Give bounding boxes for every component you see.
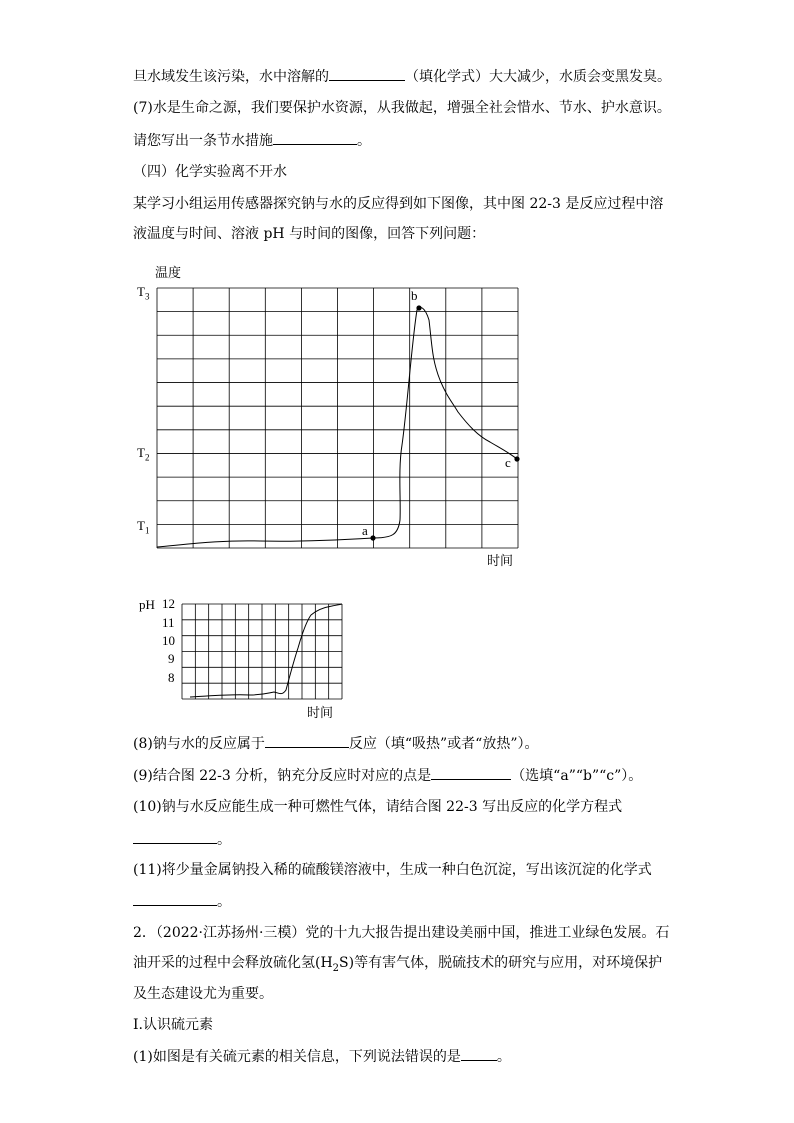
section-heading-I: Ⅰ.认识硫元素	[133, 1017, 213, 1033]
temperature-chart-grid	[157, 288, 518, 548]
tick-t2: $T_2$	[137, 445, 150, 463]
q9-prefix: (9)结合图 22-3 分析，钠充分反应时对应的点是	[133, 768, 432, 784]
text-l1-pre: 旦水域发生该污染，水中溶解的	[133, 69, 329, 85]
ph-tick-9: 9	[168, 651, 175, 666]
q8-suffix: 反应（填“吸热”或者“放热”）。	[348, 736, 539, 752]
question-11: (11)将少量金属钠投入稀的硫酸镁溶液中，生成一种白色沉淀，写出该沉淀的化学式	[133, 862, 652, 878]
point-c-marker	[514, 456, 519, 461]
point-a-marker	[370, 535, 375, 540]
p2-pre: 油开采的过程中会释放硫化氢(H	[133, 955, 333, 971]
text-l1-post: （填化学式）大大减少，水质会变黑发臭。	[405, 69, 671, 85]
question-11-answer-line	[133, 891, 231, 912]
answer-blank-q1[interactable]	[461, 1046, 497, 1061]
ph-tick-8: 8	[168, 670, 175, 685]
tick-t3: $T_3$	[137, 284, 150, 302]
point-b-label: b	[411, 288, 418, 303]
problem-2-line-1: 2．（2022·江苏扬州·三模）党的十九大报告提出建设美丽中国，推进工业绿色发展。石	[133, 925, 670, 941]
answer-blank-q11[interactable]	[133, 891, 217, 906]
tick-t1: $T_1$	[137, 518, 150, 536]
point-b-marker	[416, 305, 421, 310]
section-heading-4: （四）化学实验离不开水	[133, 164, 287, 180]
ph-tick-11: 11	[162, 615, 175, 630]
ph-x-label: 时间	[307, 706, 334, 721]
q8-prefix: (8)钠与水的反应属于	[133, 736, 265, 752]
p2-post: S)等有害气体，脱硫技术的研究与应用，对环境保护	[339, 955, 663, 971]
answer-blank-q10[interactable]	[133, 829, 217, 844]
question-10-answer-line	[133, 829, 231, 850]
q1-prefix: (1)如图是有关硫元素的相关信息，下列说法错误的是	[133, 1049, 461, 1065]
question-10: (10)钠与水反应能生成一种可燃性气体，请结合图 22-3 写出反应的化学方程式	[133, 799, 623, 815]
temperature-x-label: 时间	[487, 554, 514, 569]
text-l3-pre: 请您写出一条节水措施	[133, 133, 273, 149]
ph-y-label: pH	[139, 597, 155, 612]
temperature-curve	[157, 307, 517, 547]
problem-2-line-2	[133, 953, 662, 979]
point-c-label: c	[505, 455, 511, 470]
q10-end: 。	[217, 832, 231, 848]
ph-chart-grid	[182, 604, 342, 699]
temperature-y-label: 温度	[155, 266, 182, 281]
q11-end: 。	[217, 894, 231, 910]
text-l3-post: 。	[357, 133, 371, 149]
text-line-5: 某学习小组运用传感器探究钠与水的反应得到如下图像，其中图 22-3 是反应过程中溶	[133, 196, 664, 212]
p2-sub: 2	[332, 962, 340, 974]
answer-blank-q9[interactable]	[431, 765, 511, 780]
ph-tick-10: 10	[162, 633, 175, 648]
point-a-label: a	[362, 523, 368, 538]
question-1	[133, 1046, 511, 1067]
question-9	[133, 765, 642, 786]
text-line-6: 液温度与时间、溶液 pH 与时间的图像，回答下列问题：	[133, 226, 486, 242]
q1-suffix: 。	[496, 1049, 511, 1065]
question-7: (7)水是生命之源，我们要保护水资源，从我做起，增强全社会惜水、节水、护水意识。	[133, 100, 671, 116]
q9-suffix: （选填“a”“b”“c”）。	[511, 768, 643, 784]
question-8	[133, 733, 538, 754]
problem-2-line-3: 及生态建设尤为重要。	[133, 986, 273, 1002]
answer-blank-q8[interactable]	[265, 733, 349, 748]
ph-tick-12: 12	[162, 596, 175, 611]
